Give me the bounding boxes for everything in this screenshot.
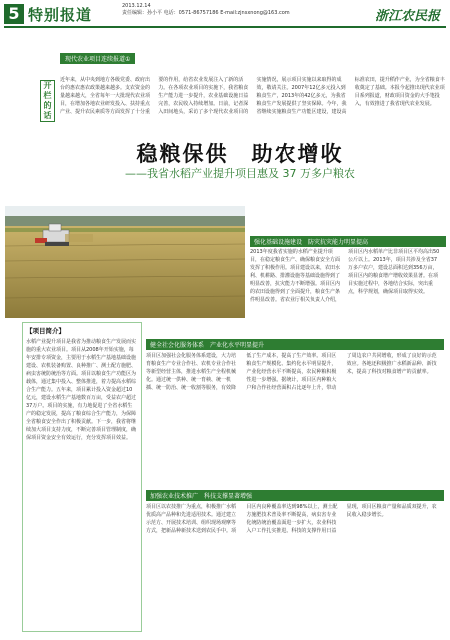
page-number: 5 bbox=[4, 4, 24, 24]
issue-date: 2013.12.14 bbox=[122, 3, 151, 9]
headline: 稳粮保供 助农增收 bbox=[136, 141, 344, 166]
section2-text: 项目区加强社会化服务体系建设，大力培育粮食生产专业合作社、农机专业合作社等新型经营主体，推进水稻生产全程机械化。通过统一供种、统一育秧、统一机插、统一防治、统一收割等服务，有效降低了生产成本，提高了生产效率。项目区粮食生产规模化、集约化水平明显提升，产业化经营水平不断提高，农民种粮积极性进一步增强。据统计，项目区内种粮大户和合作社经营面积占比逐年上升，带动了周边农户共同增收，形成了良好的示范效应。各地还积极推广水稻新品种、新技术，提高了科技对粮食增产的贡献率。 bbox=[146, 353, 437, 391]
project-intro-title: 【项目简介】 bbox=[26, 327, 65, 335]
subheadline: ——我省水稻产业提升项目惠及 37 万多户粮农 bbox=[125, 167, 355, 180]
lead-text: 近年来，从中央到地方各级党委、政府出台的惠农惠农政策越来越多。支农资金的量越来越大，全省每年一大批现代农业项目，在增加各地农业研发投入、扶持重点产业、提升农民素质等方面发挥了十分重要的作用，给省农业发展注入了新的活力。在各项农业项目的实施下，我省粮食生产能力进一步提升，农业基础设施日益完善，农民收入持续增加。日前，记者深入田间地头，采访了多个现代农业项目的实施情况，展示项目实施以来取得的成效，敬请关注。2007年12亿多元投入到粮食生产，2013年的42亿多元，为我省粮食生产发展提供了坚实保障。今年，我省继续实施粮食生产功能区建设，建设高标准农田，提升稻作产业，为全省粮食丰收奠定了基础。本报今起推出现代农业项目系列报道，财政项目资金的大手笔投入，有效推进了我省现代农业发展。 bbox=[60, 77, 445, 115]
masthead-meta bbox=[122, 3, 290, 17]
section1-title: 强化基础设施建设 防灾抗灾能力明显提高 bbox=[250, 236, 446, 247]
phone-info: 电话：0571-86757186 bbox=[163, 10, 219, 16]
email-info: E-mail:zjnsxnong@163.com bbox=[220, 10, 290, 16]
project-intro-text: 水稻产业提升项目是我省为推动粮食生产发展而实施的重大农业项目。项目从2008年开始实施，每年安排专项资金，主要用于水稻生产基地基础设施建设、农机装备购置、良种推广、测土配方施肥、病虫害统防统治等方面。项目以粮食生产功能区为载体，通过集中投入、整体推进，着力提高水稻综合生产能力。五年来，项目累计投入资金超过10亿元，建设水稻生产基地数百万亩，受益农户超过37万户。项目的实施，有力地促进了全省水稻生产的稳定发展，提高了粮食综合生产能力，为保障全省粮食安全作出了积极贡献。下一步，我省将继续加大项目支持力度，不断完善项目管理制度，确保项目资金安全有效运行，充分发挥项目效益。 bbox=[26, 339, 136, 441]
harvest-photo-image bbox=[5, 206, 245, 318]
section-title: 特别报道 bbox=[28, 6, 93, 24]
section3-text: 项目区以农技推广为重点，积极推广水稻优质高产品种和先进适用技术。通过建立示范方、开展技术培训、组织现场观摩等方式，把新品种新技术送到农民手中。项目区内良种覆盖率达到98%以上，测土配方施肥技术普及率不断提高，病虫害专业化统防统治覆盖面进一步扩大，农业科技入户工作扎实推进。科技的支撑作用日益显现，项目区粮食产量和品质双提升，农民收入稳步增长。 bbox=[146, 504, 437, 534]
section1-text: 2013年度我省实施的水稻产业提升项目，在稳定粮食生产、确保粮食安全方面发挥了积极作用。项目建设以来，农田水利、机耕路、排灌设施等基础设施得到了明显改善，抗灾能力不断增强。项目区内的农田设施得到了全面提升，粮食生产条件明显改善。省农业厅相关负责人介绍，项目区内水稻单产比非项目区平均高出50公斤以上。2013年，项目共涉及全省37万多户农户，建设总面积达到356万亩，项目区内的粮食增产增收效果显著。在项目实施过程中，各地结合实际，突出重点，科学规划，确保项目取得实效。 bbox=[250, 249, 440, 303]
editor-info: 责任编辑：孙小平 bbox=[122, 10, 163, 16]
harvest-photo bbox=[5, 206, 245, 318]
masthead-divider bbox=[4, 26, 446, 28]
newspaper-logo: 浙江农民报 bbox=[374, 9, 440, 24]
section2-title: 健全社会化服务体系 产业化水平明显提升 bbox=[146, 339, 444, 350]
series-tag: 现代农业项目连续报道① bbox=[60, 53, 135, 64]
section3-title: 加强农业技术推广 科技支撑显著增强 bbox=[146, 490, 444, 501]
lead-tag: 开栏的话 bbox=[40, 80, 55, 122]
